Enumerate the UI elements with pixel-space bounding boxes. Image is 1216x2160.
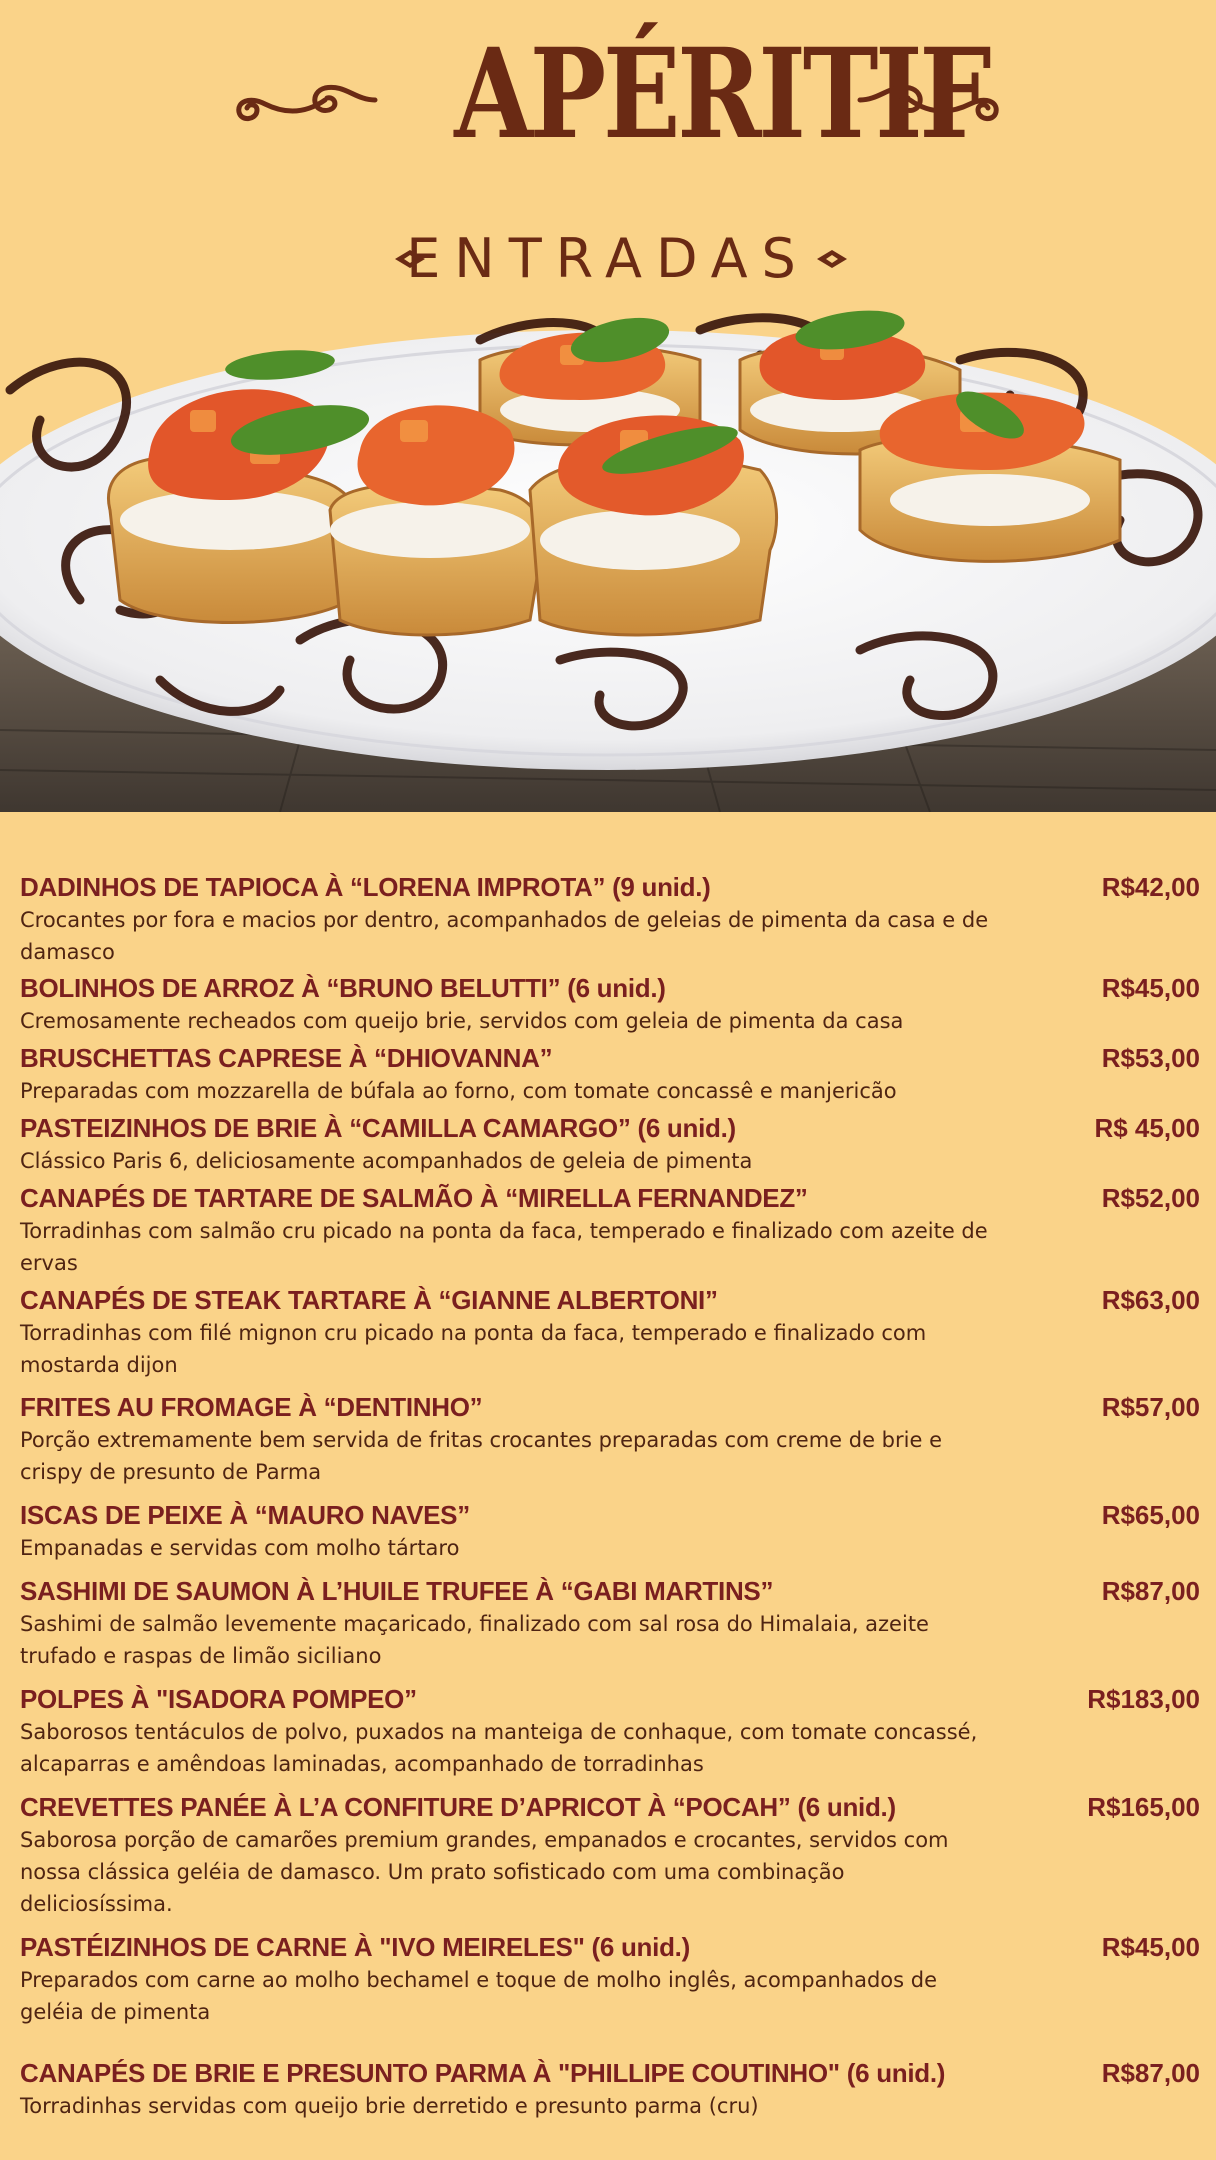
item-price: R$63,00 — [1101, 1285, 1200, 1315]
section-title: ENTRADAS — [406, 227, 810, 290]
menu-item — [20, 1181, 1200, 1279]
item-price: R$42,00 — [1101, 872, 1200, 902]
brand-logo — [0, 0, 1216, 190]
item-description: Preparados com carne ao molho bechamel e toque de molho inglês, acompanhados de geléia de pimenta — [20, 1968, 937, 2024]
item-price: R$45,00 — [1101, 973, 1200, 1003]
menu-item — [20, 1041, 1200, 1107]
menu-header — [0, 0, 1216, 300]
item-price: R$52,00 — [1101, 1183, 1200, 1213]
item-name: DADINHOS DE TAPIOCA À “LORENA IMPROTA” (9 unid.) — [20, 872, 711, 902]
menu-item — [20, 1498, 1200, 1564]
item-description: Saborosa porção de camarões premium grandes, empanados e crocantes, servidos com nossa clássica geléia de damasco. Um prato sofisticado com uma combinação deliciosíssima. — [20, 1828, 949, 1916]
item-description: Preparadas com mozzarella de búfala ao forno, com tomate concassê e manjericão — [20, 1079, 897, 1103]
right-diamond-icon — [815, 249, 849, 269]
item-name: PASTÉIZINHOS DE CARNE À "IVO MEIRELES" (6 unid.) — [20, 1932, 690, 1962]
menu-item — [20, 1682, 1200, 1780]
item-price: R$ 45,00 — [1094, 1113, 1200, 1143]
menu-item — [20, 1390, 1200, 1488]
brand-title: APÉRITIF — [454, 22, 989, 167]
menu-item — [20, 1574, 1200, 1672]
item-name: CANAPÉS DE TARTARE DE SALMÃO À “MIRELLA FERNANDEZ” — [20, 1183, 808, 1213]
item-price: R$57,00 — [1101, 1392, 1200, 1422]
item-price: R$53,00 — [1101, 1043, 1200, 1073]
item-name: ISCAS DE PEIXE À “MAURO NAVES” — [20, 1500, 470, 1530]
item-description: Torradinhas servidas com queijo brie derretido e presunto parma (cru) — [20, 2094, 759, 2118]
item-name: FRITES AU FROMAGE À “DENTINHO” — [20, 1392, 483, 1422]
item-name: POLPES À "ISADORA POMPEO” — [20, 1684, 417, 1714]
menu-item — [20, 971, 1200, 1037]
item-description: Empanadas e servidas com molho tártaro — [20, 1536, 460, 1560]
menu-item — [20, 2056, 1200, 2122]
item-price: R$165,00 — [1087, 1792, 1200, 1822]
menu-item — [20, 1111, 1200, 1177]
item-name: CANAPÉS DE BRIE E PRESUNTO PARMA À "PHILLIPE COUTINHO" (6 unid.) — [20, 2058, 946, 2088]
item-description: Torradinhas com salmão cru picado na ponta da faca, temperado e finalizado com azeite de ervas — [20, 1219, 988, 1275]
item-description: Clássico Paris 6, deliciosamente acompanhados de geleia de pimenta — [20, 1149, 753, 1173]
item-price: R$87,00 — [1101, 1576, 1200, 1606]
item-name: CREVETTES PANÉE À L’A CONFITURE D’APRICOT À “POCAH” (6 unid.) — [20, 1792, 896, 1822]
item-description: Porção extremamente bem servida de fritas crocantes preparadas com creme de brie e crispy de presunto de Parma — [20, 1428, 942, 1484]
item-description: Saborosos tentáculos de polvo, puxados na manteiga de conhaque, com tomate concassé, alcaparras e amêndoas laminadas, acompanhado de torradinhas — [20, 1720, 978, 1776]
bruschetta-photo — [0, 300, 1216, 812]
right-ornament-icon — [850, 70, 1010, 130]
left-ornament-icon — [225, 70, 385, 130]
item-name: BOLINHOS DE ARROZ À “BRUNO BELUTTI” (6 unid.) — [20, 973, 666, 1003]
item-description: Torradinhas com filé mignon cru picado na ponta da faca, temperado e finalizado com mostarda dijon — [20, 1321, 927, 1377]
item-name: SASHIMI DE SAUMON À L’HUILE TRUFEE À “GABI MARTINS” — [20, 1576, 774, 1606]
menu-item — [20, 1790, 1200, 1920]
menu-item — [20, 1283, 1200, 1381]
bruschetta-plate-illustration — [0, 300, 1216, 812]
menu-item — [20, 870, 1200, 968]
item-price: R$183,00 — [1087, 1684, 1200, 1714]
item-price: R$45,00 — [1101, 1932, 1200, 1962]
item-name: CANAPÉS DE STEAK TARTARE À “GIANNE ALBERTONI” — [20, 1285, 718, 1315]
item-description: Cremosamente recheados com queijo brie, servidos com geleia de pimenta da casa — [20, 1009, 904, 1033]
item-price: R$87,00 — [1101, 2058, 1200, 2088]
menu-item — [20, 1930, 1200, 2028]
item-name: PASTEIZINHOS DE BRIE À “CAMILLA CAMARGO” (6 unid.) — [20, 1113, 736, 1143]
item-name: BRUSCHETTAS CAPRESE À “DHIOVANNA” — [20, 1043, 553, 1073]
item-description: Sashimi de salmão levemente maçaricado, finalizado com sal rosa do Himalaia, azeite trufado e raspas de limão siciliano — [20, 1612, 929, 1668]
item-price: R$65,00 — [1101, 1500, 1200, 1530]
item-description: Crocantes por fora e macios por dentro, acompanhados de geleias de pimenta da casa e de damasco — [20, 908, 989, 964]
